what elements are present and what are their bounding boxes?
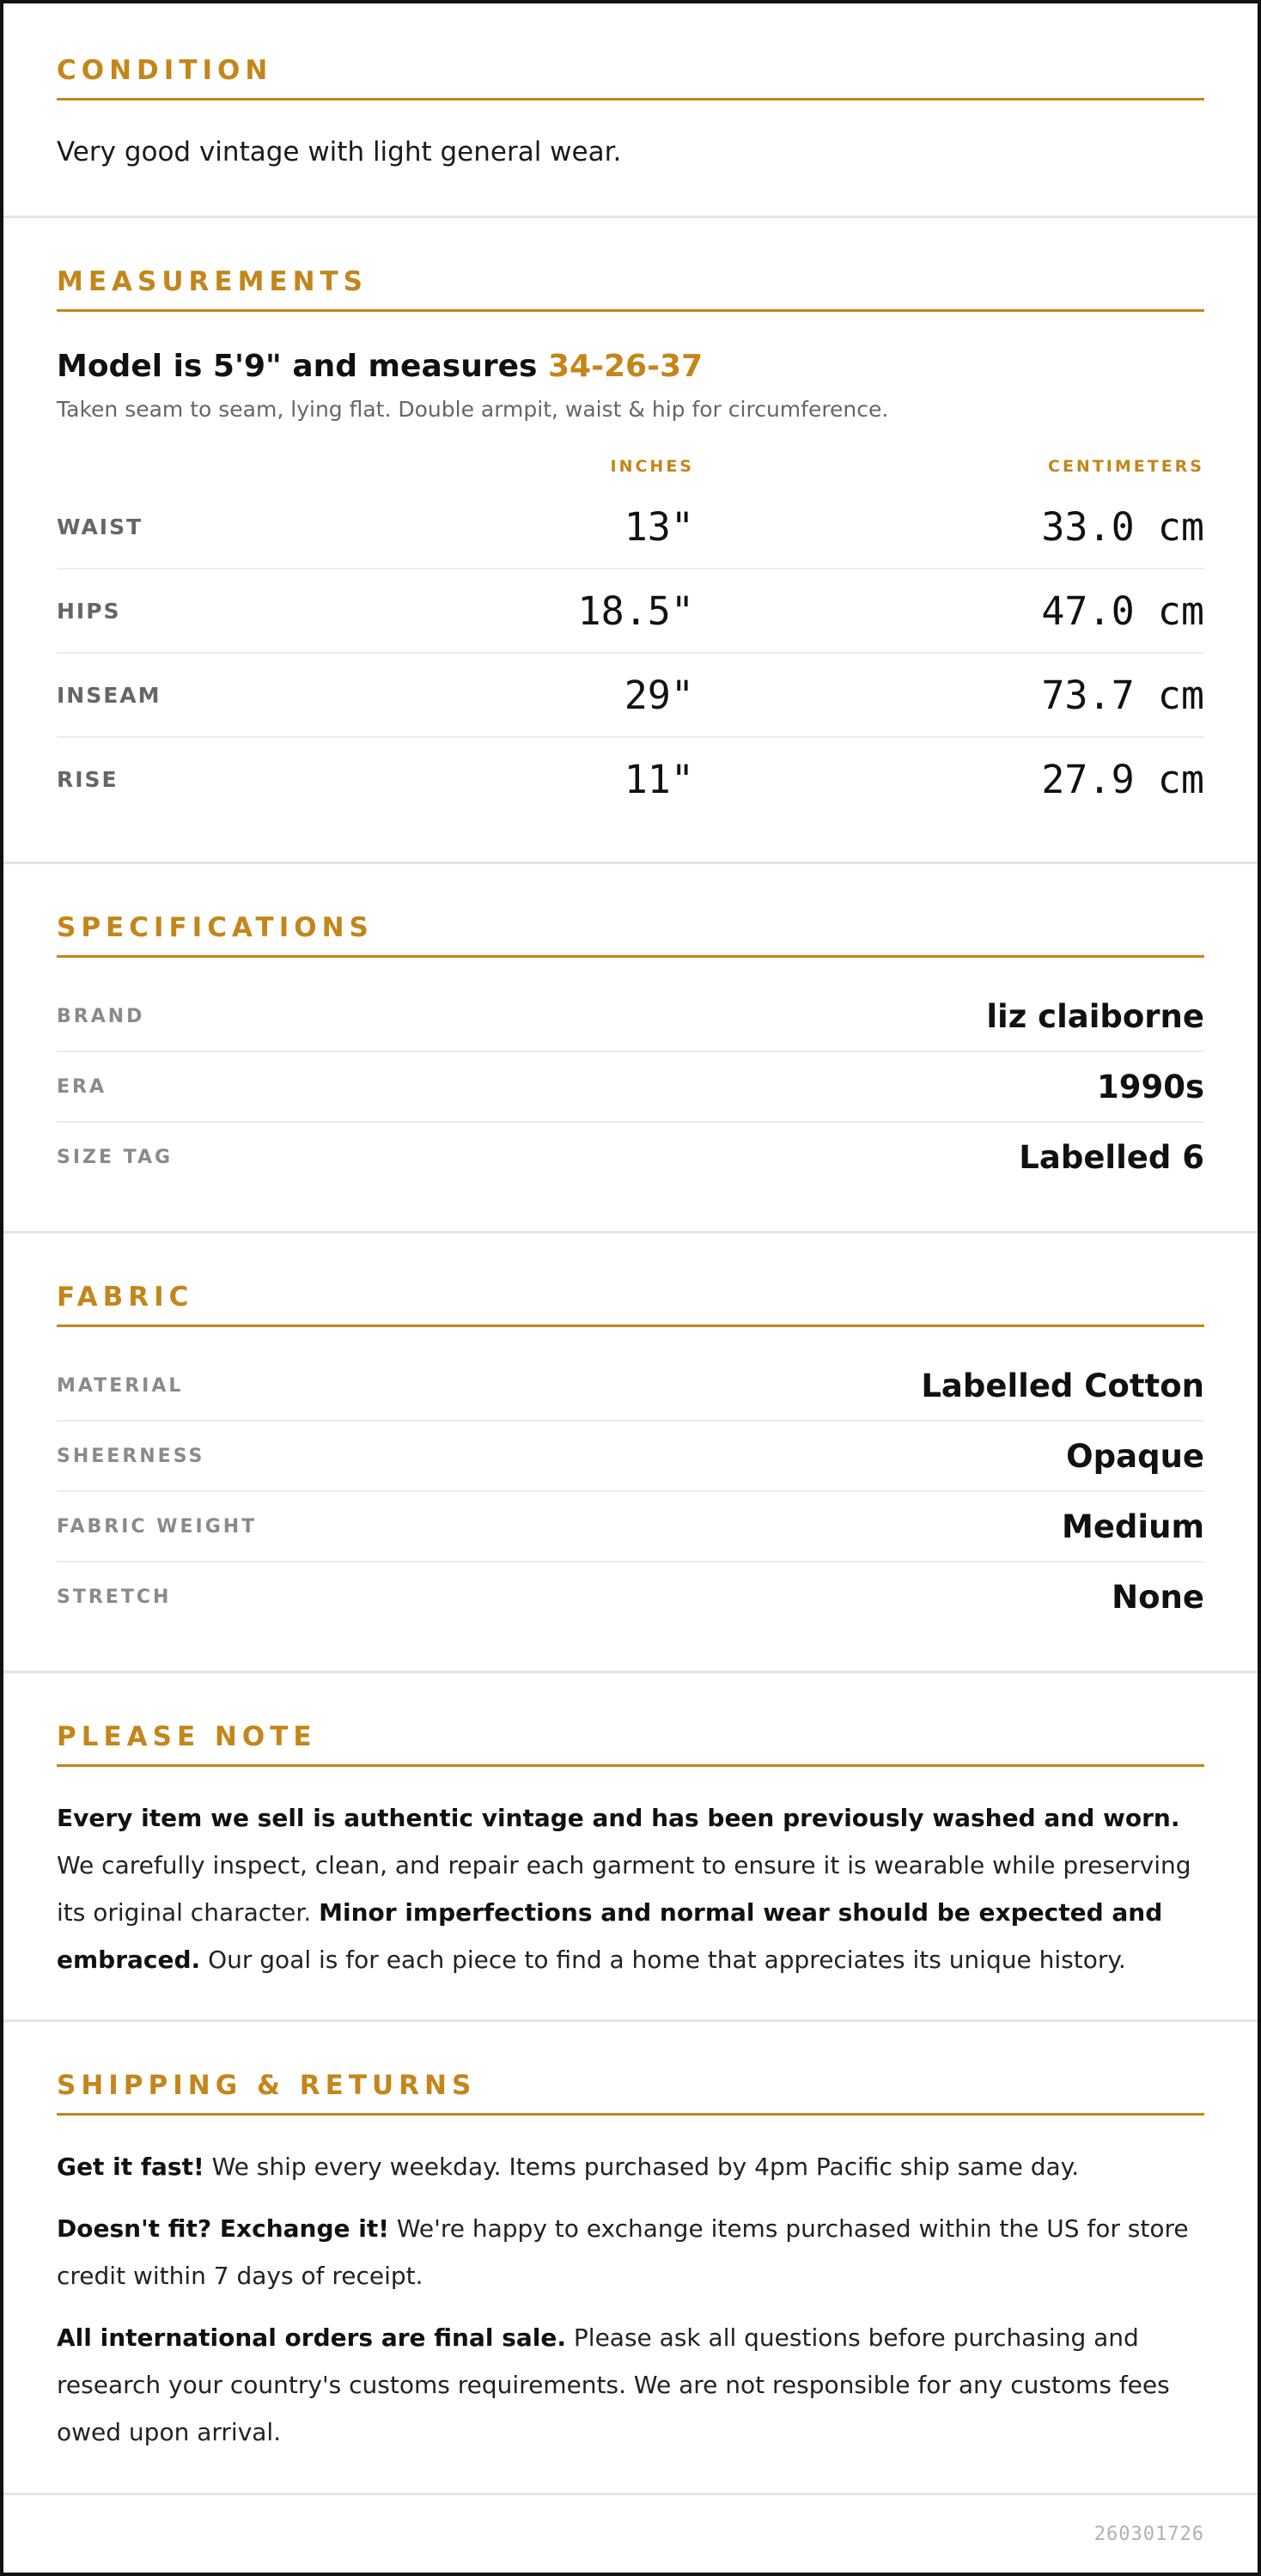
model-measures-value: 34-26-37 [547, 349, 704, 384]
fabric-key: STRETCH [57, 1586, 172, 1608]
note-text-2: Our goal is for each piece to find a home that appreciates its unique history. [200, 1946, 1126, 1974]
row-label: RISE [57, 766, 119, 792]
row-inches: 29" [624, 672, 694, 718]
spec-value: 1990s [1096, 1068, 1204, 1105]
section-divider [57, 955, 1204, 958]
section-title: FABRIC [57, 1282, 194, 1312]
section-divider [57, 2113, 1204, 2116]
section-divider [57, 309, 1204, 312]
section-title: CONDITION [57, 55, 273, 86]
condition-text: Very good vintage with light general wear. [57, 137, 622, 167]
section-title: MEASUREMENTS [57, 266, 369, 297]
shipping-bold: Get it fast! [57, 2153, 204, 2181]
row-centimeters: 33.0 cm [1041, 503, 1204, 550]
fabric-list [57, 1351, 1204, 1631]
spec-value: Labelled 6 [1019, 1138, 1204, 1176]
list-item [57, 1052, 1204, 1123]
section-title: PLEASE NOTE [57, 1721, 317, 1752]
shipping-bold: Doesn't fit? Exchange it! [57, 2214, 389, 2243]
fabric-key: FABRIC WEIGHT [57, 1515, 258, 1538]
section-divider [57, 98, 1204, 100]
section-divider [57, 1325, 1204, 1327]
shipping-returns-section [3, 2022, 1258, 2495]
row-centimeters: 27.9 cm [1041, 756, 1204, 802]
section-title: SPECIFICATIONS [57, 912, 374, 943]
shipping-body [57, 2143, 1204, 2456]
row-label: HIPS [57, 598, 121, 624]
row-inches: 13" [624, 503, 694, 550]
section-divider [57, 1764, 1204, 1767]
spec-key: BRAND [57, 1005, 145, 1027]
table-row [57, 654, 1204, 738]
note-paragraph [57, 1794, 1204, 1983]
section-title: SHIPPING & RETURNS [57, 2070, 477, 2101]
fabric-value: Medium [1062, 1507, 1204, 1545]
model-measures-line [57, 346, 1204, 387]
fabric-key: MATERIAL [57, 1374, 184, 1397]
fabric-value: Labelled Cotton [921, 1367, 1204, 1404]
note-bold-1: Every item we sell is authentic vintage and has been previously washed and worn. [57, 1804, 1180, 1832]
row-inches: 11" [624, 756, 694, 802]
list-item [57, 1422, 1204, 1492]
row-label: WAIST [57, 514, 143, 539]
list-item [57, 1562, 1204, 1631]
row-centimeters: 47.0 cm [1041, 588, 1204, 634]
row-label: INSEAM [57, 682, 161, 708]
product-code: 260301726 [1093, 2523, 1204, 2545]
fabric-key: SHEERNESS [57, 1445, 205, 1467]
specifications-list [57, 982, 1204, 1191]
measurements-table [57, 448, 1204, 820]
spec-key: ERA [57, 1075, 107, 1098]
shipping-text: We're happy to exchange items purchased within the US for store credit within 7 days of receipt. [57, 2214, 1189, 2290]
fabric-value: None [1112, 1578, 1204, 1616]
footer [3, 2495, 1258, 2573]
fabric-value: Opaque [1066, 1437, 1204, 1475]
shipping-paragraph [57, 2314, 1204, 2456]
note-text-1: We carefully inspect, clean, and repair each garment to ensure it is wearable while preserving its original character. [57, 1851, 1191, 1927]
header-inches: INCHES [610, 457, 694, 476]
model-prefix: Model is 5'9" and measures [57, 349, 548, 384]
condition-section [3, 3, 1258, 218]
row-inches: 18.5" [577, 588, 694, 634]
shipping-text: We ship every weekday. Items purchased by 4pm Pacific ship same day. [204, 2153, 1080, 2181]
shipping-paragraph [57, 2205, 1204, 2299]
specifications-section [3, 864, 1258, 1233]
table-row [57, 738, 1204, 820]
header-centimeters: CENTIMETERS [1048, 457, 1204, 476]
list-item [57, 1492, 1204, 1562]
measurements-section [3, 218, 1258, 864]
table-row [57, 569, 1204, 654]
please-note-section [3, 1673, 1258, 2022]
list-item [57, 1351, 1204, 1422]
measurement-note: Taken seam to seam, lying flat. Double armpit, waist & hip for circumference. [57, 397, 889, 422]
row-centimeters: 73.7 cm [1041, 672, 1204, 718]
shipping-paragraph [57, 2143, 1204, 2190]
note-bold-2: Minor imperfections and normal wear should be expected and embraced. [57, 1898, 1163, 1974]
fabric-section [3, 1233, 1258, 1673]
list-item [57, 982, 1204, 1052]
shipping-text: Please ask all questions before purchasing and research your country's customs requirements. We are not responsible for any customs fees owed upon arrival. [57, 2323, 1170, 2446]
shipping-bold: All international orders are final sale. [57, 2323, 567, 2352]
spec-key: SIZE TAG [57, 1146, 174, 1168]
table-row [57, 485, 1204, 569]
list-item [57, 1123, 1204, 1191]
spec-value: liz claiborne [986, 997, 1204, 1035]
table-header [57, 448, 1204, 485]
